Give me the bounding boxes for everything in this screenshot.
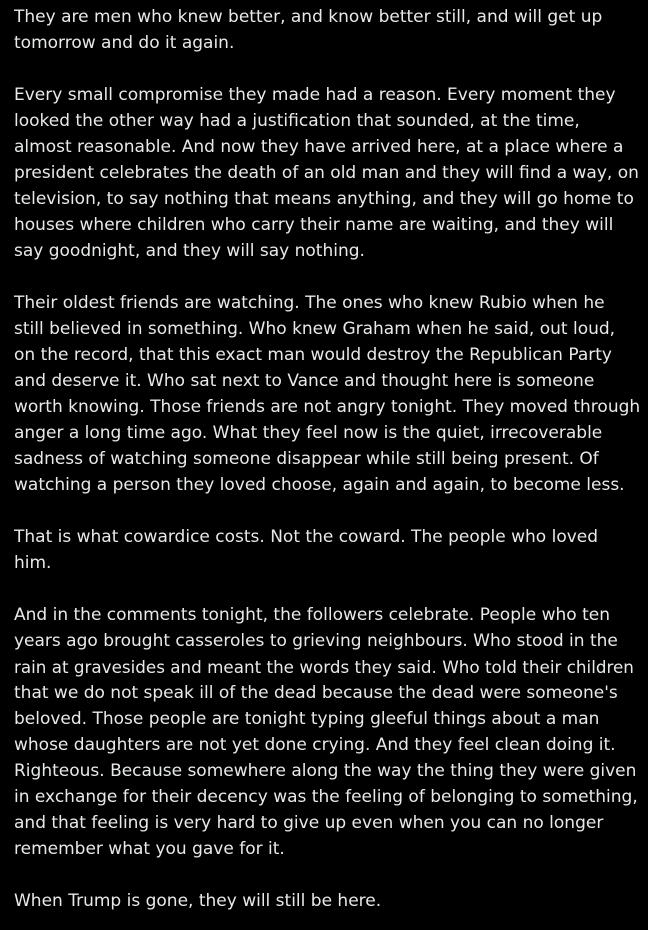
- text-line: Their oldest friends are watching. The ones who knew Rubio when he: [14, 293, 605, 313]
- text-line: remember what you gave for it.: [14, 839, 285, 859]
- text-line: tomorrow and do it again.: [14, 33, 235, 53]
- text-line: sadness of watching someone disappear while still being present. Of: [14, 449, 599, 469]
- paragraph-6: [14, 888, 640, 914]
- paragraph-2: [14, 82, 640, 264]
- text-line: Righteous. Because somewhere along the way the thing they were given: [14, 761, 637, 781]
- text-line: say goodnight, and they will say nothing.: [14, 241, 365, 261]
- text-line: still believed in something. Who knew Graham when he said, out loud,: [14, 319, 616, 339]
- paragraph-1: [14, 4, 640, 56]
- paragraph-5: [14, 602, 640, 862]
- post-body: [14, 4, 640, 914]
- text-line: whose daughters are not yet done crying. And they feel clean doing it.: [14, 735, 616, 755]
- text-line: almost reasonable. And now they have arrived here, at a place where a: [14, 137, 624, 157]
- text-line: That is what cowardice costs. Not the coward. The people who loved: [14, 527, 599, 547]
- text-line: him.: [14, 553, 52, 573]
- text-line: Every small compromise they made had a reason. Every moment they: [14, 85, 616, 105]
- text-line: And in the comments tonight, the followers celebrate. People who ten: [14, 605, 610, 625]
- text-line: houses where children who carry their name are waiting, and they will: [14, 215, 614, 235]
- text-line: president celebrates the death of an old man and they will find a way, on: [14, 163, 639, 183]
- text-line: and that feeling is very hard to give up even when you can no longer: [14, 813, 604, 833]
- text-line: and deserve it. Who sat next to Vance and thought here is someone: [14, 371, 595, 391]
- text-line: looked the other way had a justification that sounded, at the time,: [14, 111, 580, 131]
- text-line: beloved. Those people are tonight typing gleeful things about a man: [14, 709, 600, 729]
- text-line: When Trump is gone, they will still be here.: [14, 891, 382, 911]
- paragraph-3: [14, 290, 640, 498]
- text-line: years ago brought casseroles to grieving neighbours. Who stood in the: [14, 631, 618, 651]
- text-line: television, to say nothing that means anything, and they will go home to: [14, 189, 634, 209]
- text-line: that we do not speak ill of the dead because the dead were someone's: [14, 683, 618, 703]
- text-line: rain at gravesides and meant the words they said. Who told their children: [14, 657, 634, 677]
- text-line: on the record, that this exact man would destroy the Republican Party: [14, 345, 612, 365]
- text-line: worth knowing. Those friends are not angry tonight. They moved through: [14, 397, 641, 417]
- text-line: watching a person they loved choose, again and again, to become less.: [14, 475, 625, 495]
- text-line: in exchange for their decency was the feeling of belonging to something,: [14, 787, 638, 807]
- text-line: anger a long time ago. What they feel now is the quiet, irrecoverable: [14, 423, 603, 443]
- text-line: They are men who knew better, and know better still, and will get up: [14, 7, 603, 27]
- paragraph-4: [14, 524, 640, 576]
